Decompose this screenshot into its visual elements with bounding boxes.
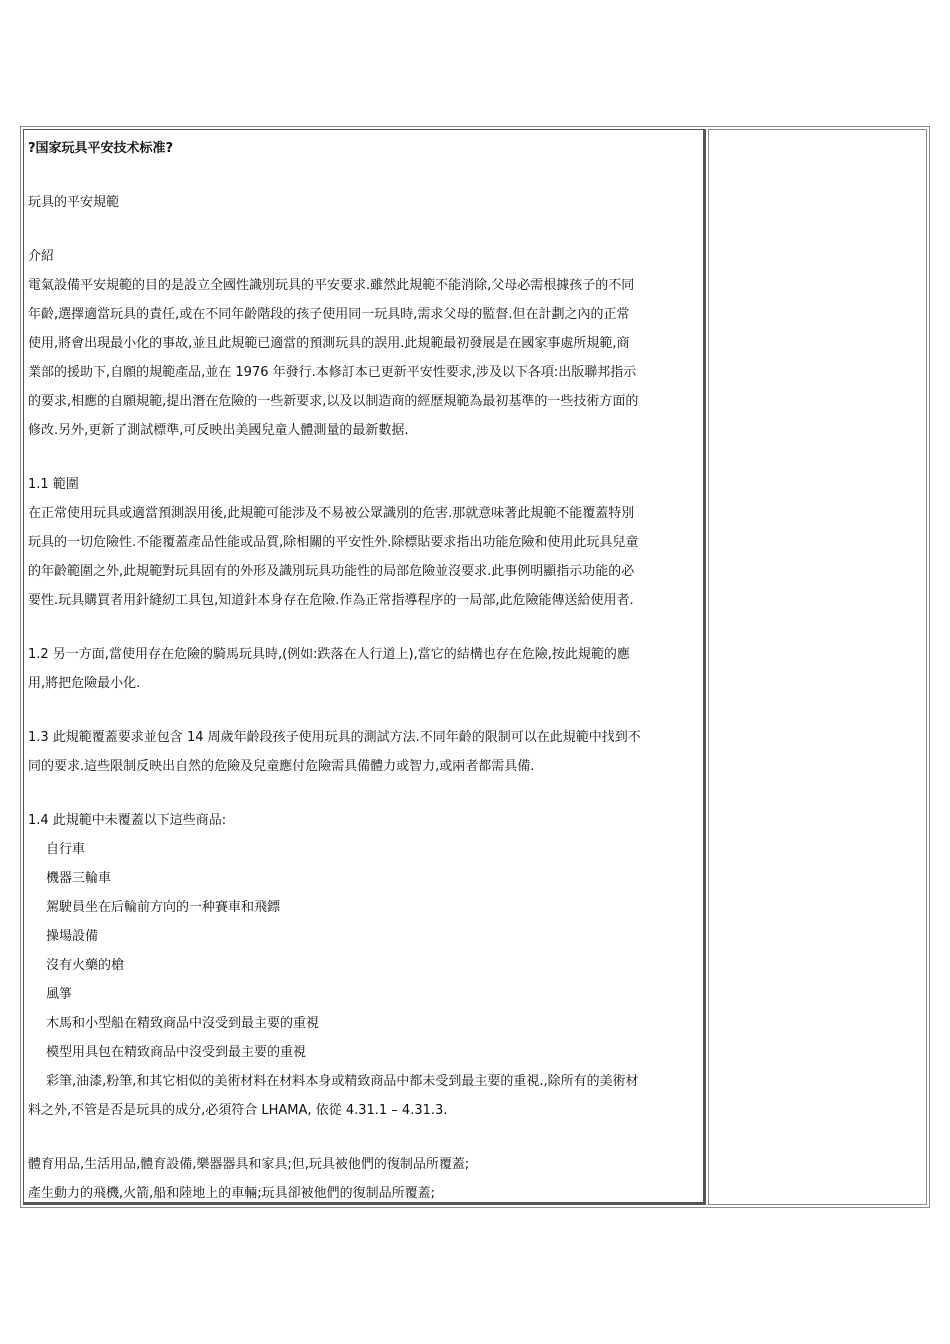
- excluded-item: 駕駛員坐在后輪前方向的一种賽車和飛鏢: [46, 900, 281, 915]
- excluded-item: 風箏: [46, 987, 73, 1002]
- excluded-item: 自行車: [46, 842, 86, 857]
- section-1-1-line: 玩具的一切危險性.不能覆蓋產品性能或品質,除相關的平安性外.除標貼要求指出功能危險和使用此玩具兒童: [28, 535, 639, 550]
- intro-line: 的要求,相應的自願規範,提出潛在危險的一些新要求,以及以制造商的經歷規範為最初基準的一些技術方面的: [28, 394, 639, 409]
- excluded-item-continuation: 料之外,不管是否是玩具的成分,必須符合 LHAMA, 依從 4.31.1 – 4.31.3.: [28, 1103, 448, 1118]
- document-table: [20, 126, 930, 1208]
- document-body: [28, 134, 703, 1208]
- side-empty-cell: [708, 129, 927, 1205]
- main-content-cell: [23, 129, 706, 1205]
- section-1-1-label: 1.1 範圍: [28, 477, 79, 492]
- intro-line: 業部的援助下,自願的規範產品,並在 1976 年發行.本修訂本已更新平安性要求,涉及以下各項:出版聯邦指示: [28, 365, 637, 380]
- section-1-3-line: 同的要求.這些限制反映出自然的危險及兒童應付危險需具備體力或智力,或兩者都需具備.: [28, 759, 535, 774]
- excluded-item: 模型用具包在精致商品中沒受到最主要的重視: [46, 1045, 307, 1060]
- excluded-item: 操場設備: [46, 929, 99, 944]
- intro-line: 使用,將會出現最小化的事故,並且此規範已適當的預測玩具的誤用.此規範最初發展是在國家事處所規範,商: [28, 336, 630, 351]
- section-1-4-label: 1.4 此規範中未覆蓋以下這些商品:: [28, 813, 227, 828]
- intro-label: 介紹: [28, 249, 55, 264]
- tail-line: 產生動力的飛機,火箭,船和陸地上的車輛;玩具卻被他們的復制品所覆蓋;: [28, 1186, 436, 1201]
- section-1-1-line: 要性.玩具購買者用針縫紉工具包,知道針本身存在危險.作為正常指導程序的一局部,此危險能傳送給使用者.: [28, 593, 634, 608]
- intro-line: 修改.另外,更新了測試標準,可反映出美國兒童人體測量的最新數据.: [28, 423, 409, 438]
- excluded-item: 沒有火藥的槍: [46, 958, 125, 973]
- excluded-item: 木馬和小型船在精致商品中沒受到最主要的重視: [46, 1016, 320, 1031]
- section-1-2-line: 1.2 另一方面,當使用存在危險的騎馬玩具時,(例如:跌落在人行道上),當它的結構也存在危險,按此規範的應: [28, 647, 630, 662]
- document-title: ?国家玩具平安技术标准?: [28, 141, 174, 156]
- tail-line: 體育用品,生活用品,體育設備,樂器器具和家具;但,玩具被他們的復制品所覆蓋;: [28, 1157, 470, 1172]
- section-1-2-line: 用,將把危險最小化.: [28, 676, 141, 691]
- intro-line: 年齡,選擇適當玩具的責任,或在不同年齡階段的孩子使用同一玩具時,需求父母的監督.但在計劃之內的正常: [28, 307, 630, 322]
- section-1-1-line: 的年齡範圍之外,此規範對玩具固有的外形及識別玩具功能性的局部危險並沒要求.此事例明顯指示功能的必: [28, 564, 635, 579]
- section-1-1-line: 在正常使用玩具或適當預測誤用後,此規範可能涉及不易被公眾識別的危害.那就意味著此規範不能覆蓋特別: [28, 506, 635, 521]
- excluded-item: 機器三輪車: [46, 871, 112, 886]
- excluded-item: 彩筆,油漆,粉筆,和其它相似的美術材料在材料本身或精致商品中都未受到最主要的重視.,除所有的美術材: [46, 1074, 639, 1089]
- intro-line: 電氣設備平安規範的目的是設立全國性識別玩具的平安要求.雖然此規範不能消除,父母必需根據孩子的不同: [28, 278, 635, 293]
- section-1-3-line: 1.3 此規範覆蓋要求並包含 14 周歲年齡段孩子使用玩具的測試方法.不同年齡的限制可以在此規範中找到不: [28, 730, 641, 745]
- document-heading: 玩具的平安規範: [28, 195, 120, 210]
